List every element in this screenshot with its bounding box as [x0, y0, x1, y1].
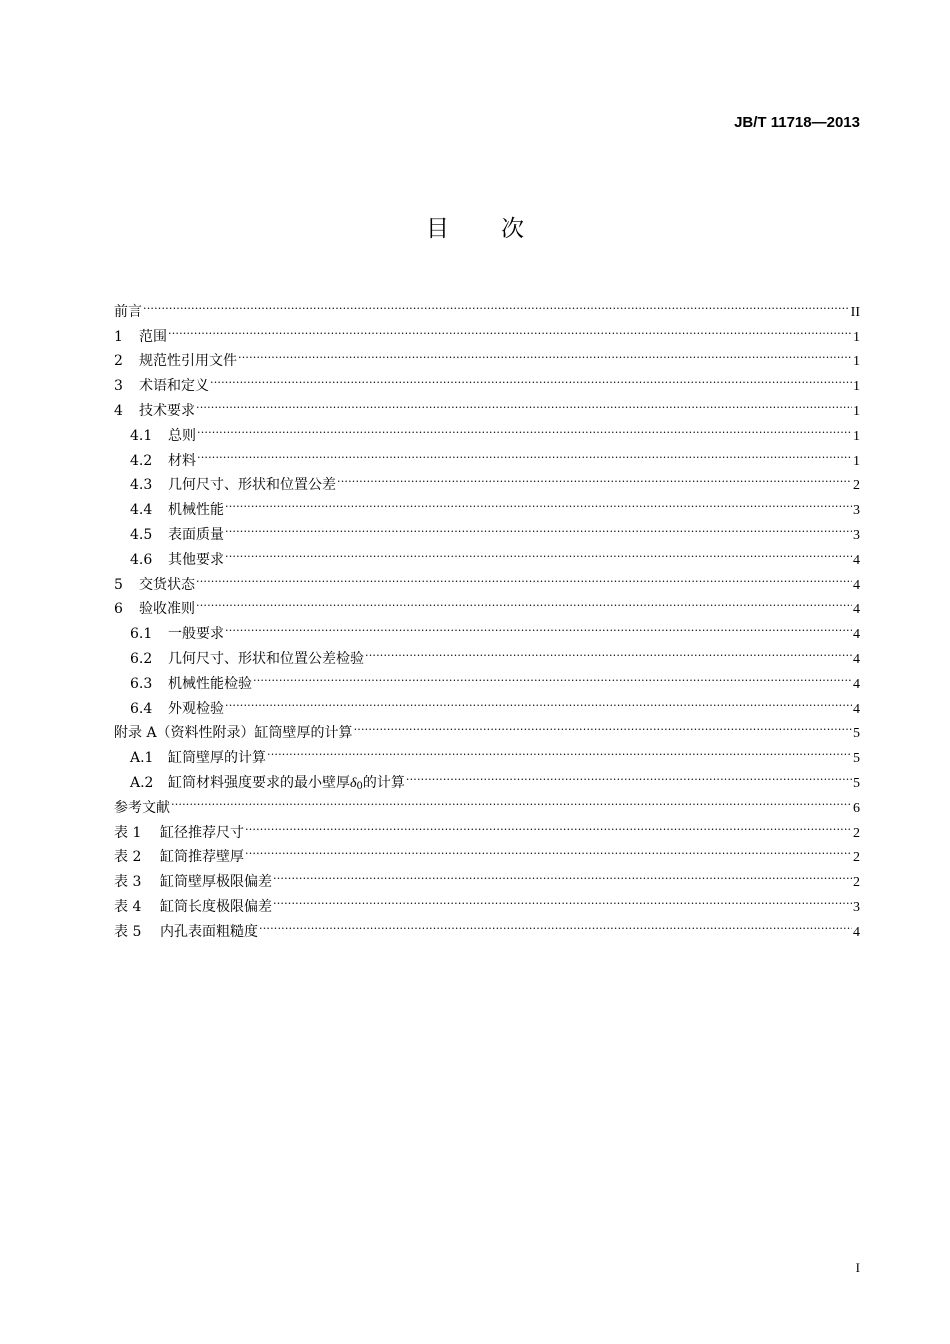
- toc-entry-label: 交货状态: [139, 576, 195, 593]
- toc-entry-label: 规范性引用文件: [139, 353, 237, 370]
- dot-leader: [225, 489, 852, 514]
- toc-entry-number: 4.4: [130, 502, 153, 519]
- toc-entry-label: 范围: [139, 328, 167, 345]
- toc-entry-page: 2: [853, 825, 860, 841]
- toc-entry-page: 5: [853, 751, 860, 767]
- toc-entry-label: 机械性能检验: [168, 675, 252, 692]
- dot-leader: [238, 341, 852, 366]
- dot-leader: [196, 589, 852, 614]
- toc-entry-3[interactable]: [114, 365, 860, 395]
- toc-entry-page: 1: [853, 428, 860, 444]
- toc-entry-6[interactable]: [114, 589, 860, 618]
- toc-entry-label: 几何尺寸、形状和位置公差: [168, 477, 336, 494]
- dot-leader: [197, 440, 852, 465]
- toc-entry-page: 1: [853, 329, 860, 345]
- toc-entry-number: 4.2: [130, 452, 153, 469]
- toc-entry-4-2[interactable]: [114, 440, 860, 469]
- dot-leader: [273, 861, 852, 886]
- toc-entry-page: 3: [853, 503, 860, 519]
- toc-entry-number: 6: [114, 601, 123, 618]
- toc-entry-label: 缸筒壁厚的计算: [168, 750, 266, 767]
- toc-entry-number: 6.3: [130, 675, 153, 692]
- toc-entry-page: 5: [853, 726, 860, 742]
- toc-entry-number: 2: [114, 353, 123, 370]
- table-of-contents: [114, 291, 860, 940]
- toc-entry-4-6[interactable]: [114, 539, 860, 568]
- toc-entry-2[interactable]: [114, 341, 860, 370]
- dot-leader: [196, 390, 852, 415]
- toc-entry-number: 6.1: [130, 626, 153, 643]
- toc-entry-foreword[interactable]: [114, 291, 860, 320]
- toc-entry-label: 机械性能: [168, 502, 224, 519]
- delta-subscript: 0: [356, 780, 363, 792]
- dot-leader: [210, 365, 852, 390]
- label-suffix: 的计算: [362, 774, 405, 791]
- toc-entry-label: 技术要求: [139, 402, 195, 419]
- toc-entry-number: 6.4: [130, 700, 153, 717]
- dot-leader: [365, 638, 852, 663]
- toc-entry-label: 附录 A（资料性附录）缸筒壁厚的计算: [114, 725, 353, 742]
- toc-entry-number: 4.5: [130, 526, 153, 543]
- dot-leader: [273, 886, 852, 911]
- toc-entry-1[interactable]: [114, 316, 860, 345]
- toc-entry-label: 缸筒长度极限偏差: [160, 898, 272, 915]
- toc-entry-label: 表面质量: [168, 526, 224, 543]
- toc-entry-number: 表 1: [114, 824, 142, 841]
- toc-entry-number: 4.6: [130, 551, 153, 568]
- toc-entry-page: 3: [853, 899, 860, 915]
- dot-leader: [259, 911, 852, 936]
- dot-leader: [197, 415, 852, 440]
- toc-entry-number: 1: [114, 328, 123, 345]
- dot-leader: [225, 514, 852, 539]
- dot-leader: [196, 564, 852, 589]
- toc-entry-page: 4: [853, 602, 860, 618]
- toc-entry-label: 材料: [168, 452, 196, 469]
- dot-leader: [253, 663, 852, 688]
- toc-entry-table-1[interactable]: [114, 812, 860, 841]
- toc-entry-label: 前言: [114, 303, 142, 320]
- toc-entry-page: 3: [853, 527, 860, 543]
- toc-entry-label: 验收准则: [139, 601, 195, 618]
- dot-leader: [267, 737, 852, 762]
- toc-entry-4-1[interactable]: [114, 415, 860, 444]
- dot-leader: [225, 539, 852, 564]
- toc-entry-4-5[interactable]: [114, 514, 860, 543]
- toc-entry-page: 6: [853, 800, 860, 816]
- dot-leader: [406, 762, 852, 787]
- toc-entry-page: 4: [853, 924, 860, 940]
- toc-entry-4-3[interactable]: [114, 465, 860, 494]
- dot-leader: [245, 837, 852, 862]
- page-title: 目次: [426, 216, 576, 242]
- toc-entry-page: 4: [853, 676, 860, 692]
- toc-entry-page: 1: [853, 453, 860, 469]
- toc-entry-number: 4.1: [130, 427, 153, 444]
- toc-entry-number: 表 4: [114, 898, 142, 915]
- delta-symbol: δ: [350, 775, 357, 791]
- toc-entry-label: 缸筒推荐壁厚: [160, 849, 244, 866]
- toc-entry-label: 内孔表面粗糙度: [160, 923, 258, 940]
- toc-entry-bibliography[interactable]: [114, 787, 860, 816]
- dot-leader: [337, 465, 852, 490]
- toc-entry-number: 4: [114, 402, 123, 419]
- toc-entry-page: 1: [853, 403, 860, 419]
- toc-entry-label: 术语和定义: [139, 378, 209, 395]
- toc-entry-number: A.2: [130, 774, 154, 791]
- toc-entry-annex-a[interactable]: [114, 713, 860, 742]
- label-prefix: 缸筒材料强度要求的最小壁厚: [168, 774, 350, 791]
- toc-entry-page: 5: [853, 775, 860, 791]
- toc-entry-4-4[interactable]: [114, 489, 860, 519]
- toc-entry-label: 其他要求: [168, 551, 224, 568]
- toc-entry-number: 表 2: [114, 849, 142, 866]
- toc-entry-6-1[interactable]: [114, 613, 860, 643]
- dot-leader: [143, 291, 850, 316]
- toc-entry-page: 1: [853, 379, 860, 395]
- toc-entry-page: 2: [853, 850, 860, 866]
- toc-entry-page: 4: [853, 552, 860, 568]
- toc-entry-6-4[interactable]: [114, 688, 860, 717]
- toc-entry-label: 外观检验: [168, 700, 224, 717]
- toc-entry-page: 2: [853, 875, 860, 891]
- toc-entry-number: 5: [114, 576, 123, 593]
- toc-entry-number: 表 3: [114, 874, 142, 891]
- toc-entry-number: 6.2: [130, 650, 153, 667]
- dot-leader: [225, 613, 852, 638]
- toc-entry-label: 一般要求: [168, 626, 224, 643]
- toc-entry-page: 1: [853, 354, 860, 370]
- toc-entry-label: 缸筒壁厚极限偏差: [160, 874, 272, 891]
- toc-entry-4[interactable]: [114, 390, 860, 419]
- toc-entry-page: 4: [853, 627, 860, 643]
- page-number: I: [855, 1260, 860, 1275]
- toc-entry-label: 几何尺寸、形状和位置公差检验: [168, 650, 364, 667]
- standard-number: JB/T 11718—2013: [734, 114, 860, 131]
- toc-entry-number: A.1: [130, 750, 154, 767]
- toc-entry-number: 3: [114, 378, 123, 395]
- dot-leader: [354, 713, 852, 738]
- toc-entry-page: 4: [853, 651, 860, 667]
- toc-entry-page: 4: [853, 701, 860, 717]
- toc-entry-number: 表 5: [114, 923, 142, 940]
- dot-leader: [168, 316, 852, 341]
- dot-leader: [245, 812, 852, 837]
- toc-entry-label: 总则: [168, 427, 196, 444]
- toc-entry-6-2[interactable]: [114, 638, 860, 667]
- toc-entry-label: 参考文献: [114, 799, 170, 816]
- dot-leader: [171, 787, 852, 812]
- toc-entry-5[interactable]: [114, 564, 860, 593]
- toc-entry-page: II: [850, 304, 860, 320]
- toc-entry-page: 4: [853, 577, 860, 593]
- toc-entry-number: 4.3: [130, 477, 153, 494]
- toc-entry-label: 缸径推荐尺寸: [160, 824, 244, 841]
- dot-leader: [225, 688, 852, 713]
- toc-entry-page: 2: [853, 478, 860, 494]
